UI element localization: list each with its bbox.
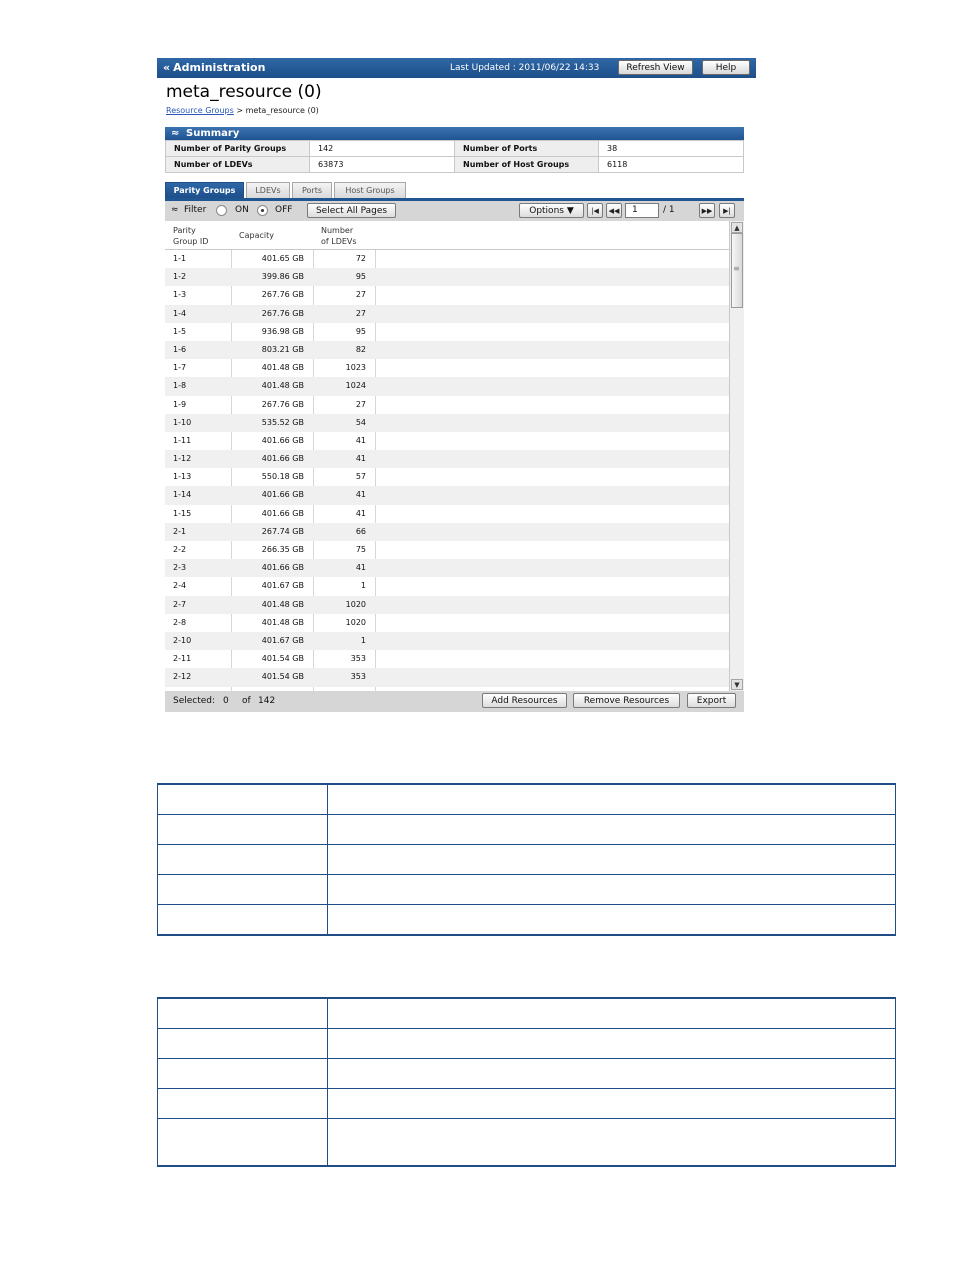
cell-number-of-ldevs: 41 [355, 454, 366, 464]
cell-parity-group-id: 2-1 [173, 526, 187, 536]
prev-page-icon[interactable]: ◀◀ [606, 203, 622, 218]
col-header-line2: of LDEVs [321, 237, 357, 246]
table-row[interactable] [165, 323, 729, 341]
cell-number-of-ldevs: 54 [355, 417, 366, 427]
cell-capacity: 266.35 GB [261, 545, 304, 554]
table-row[interactable] [165, 577, 729, 595]
table-row[interactable] [165, 450, 729, 468]
breadcrumb [166, 106, 319, 115]
cell-parity-group-id: 1-12 [173, 454, 192, 464]
cell-capacity: 401.48 GB [261, 381, 304, 391]
table-row[interactable] [165, 614, 729, 632]
scroll-down-icon[interactable]: ▼ [731, 679, 743, 690]
table-row[interactable] [165, 650, 729, 668]
cell-number-of-ldevs: 1 [360, 581, 366, 591]
summary-title: Summary [186, 128, 240, 139]
host-groups-label: Number of Host Groups [455, 157, 599, 173]
cell-parity-group-id: 2-12 [173, 672, 192, 682]
tab-ldevs[interactable]: LDEVs [246, 182, 290, 198]
cell-parity-group-id: 1-2 [173, 272, 187, 282]
table-row[interactable] [165, 432, 729, 450]
cell-capacity: 401.48 GB [261, 599, 304, 609]
cell-number-of-ldevs: 1023 [345, 363, 366, 373]
col-header-capacity[interactable]: Capacity [239, 231, 274, 240]
double-chevron-up-icon: ≈ [171, 128, 180, 139]
summary-table [165, 140, 744, 173]
cell-parity-group-id: 1-15 [173, 508, 192, 518]
cell-number-of-ldevs: 95 [355, 326, 366, 336]
grid-footer [165, 691, 744, 712]
cell-number-of-ldevs: 27 [355, 290, 366, 300]
table-cell [158, 1089, 328, 1119]
page-number-input[interactable]: 1 [625, 203, 659, 218]
scroll-thumb[interactable] [731, 233, 743, 308]
app-label: Administration [173, 61, 266, 74]
cell-capacity: 401.66 GB [261, 563, 304, 573]
tab-host-groups[interactable]: Host Groups [334, 182, 406, 198]
cell-parity-group-id: 1-4 [173, 308, 187, 318]
table-cell [158, 905, 328, 936]
table-row[interactable] [165, 359, 729, 377]
administration-link[interactable] [163, 61, 265, 74]
col-header-number-of-ldevs[interactable] [321, 225, 357, 247]
table-row[interactable] [165, 286, 729, 304]
selected-count: 0 [223, 696, 229, 706]
table-cell [328, 1089, 896, 1119]
add-resources-button[interactable]: Add Resources [482, 693, 567, 708]
table-cell [328, 845, 896, 875]
cell-number-of-ldevs: 353 [350, 654, 366, 664]
cell-number-of-ldevs: 27 [355, 399, 366, 409]
options-label: Options [529, 206, 564, 216]
table-cell [328, 784, 896, 815]
cell-parity-group-id: 1-11 [173, 435, 192, 445]
table-row[interactable] [165, 541, 729, 559]
table-row[interactable] [165, 377, 729, 395]
table-row[interactable] [165, 250, 729, 268]
grid-toolbar [165, 201, 744, 220]
ldevs-label: Number of LDEVs [166, 157, 310, 173]
cell-capacity: 401.66 GB [261, 490, 304, 500]
cell-capacity: 401.67 GB [261, 581, 304, 591]
cell-parity-group-id: 1-5 [173, 326, 187, 336]
cell-number-of-ldevs: 41 [355, 435, 366, 445]
table-row[interactable] [165, 341, 729, 359]
cell-capacity: 401.67 GB [261, 635, 304, 645]
scroll-up-icon[interactable]: ▲ [731, 222, 743, 233]
table-row[interactable] [165, 414, 729, 432]
table-cell [158, 784, 328, 815]
tab-ports[interactable]: Ports [292, 182, 332, 198]
table-cell [328, 1029, 896, 1059]
cell-capacity: 401.66 GB [261, 508, 304, 518]
top-bar [157, 58, 756, 78]
host-groups-value: 6118 [599, 157, 744, 173]
cell-capacity: 401.65 GB [261, 254, 304, 263]
cell-number-of-ldevs: 1020 [345, 599, 366, 609]
cell-parity-group-id: 1-1 [173, 254, 187, 263]
parity-groups-grid [165, 221, 744, 691]
table-cell [328, 905, 896, 936]
table-row[interactable] [165, 559, 729, 577]
cell-parity-group-id: 1-9 [173, 399, 187, 409]
table-cell [158, 845, 328, 875]
parity-groups-panel [165, 201, 744, 712]
cell-parity-group-id: 2-2 [173, 545, 187, 554]
blank-table-1 [157, 783, 896, 936]
page-title: meta_resource (0) [166, 82, 322, 102]
table-row[interactable] [165, 468, 729, 486]
cell-number-of-ldevs: 57 [355, 472, 366, 482]
cell-number-of-ldevs: 41 [355, 508, 366, 518]
table-cell [158, 815, 328, 845]
cell-parity-group-id: 1-7 [173, 363, 187, 373]
cell-capacity: 267.76 GB [261, 399, 304, 409]
triangle-down-icon: ▼ [566, 206, 574, 216]
cell-capacity: 550.18 GB [261, 472, 304, 482]
help-button[interactable]: Help [702, 60, 750, 75]
cell-number-of-ldevs: 1020 [345, 617, 366, 627]
cell-capacity: 535.52 GB [261, 417, 304, 427]
table-cell [158, 1029, 328, 1059]
table-cell [158, 1059, 328, 1089]
cell-capacity: 401.48 GB [261, 363, 304, 373]
cell-number-of-ldevs: 41 [355, 563, 366, 573]
ports-value: 38 [599, 141, 744, 157]
cell-number-of-ldevs: 1024 [345, 381, 366, 391]
cell-number-of-ldevs: 82 [355, 344, 366, 354]
cell-parity-group-id: 2-3 [173, 563, 187, 573]
of-label: of [242, 696, 251, 706]
filter-off-radio[interactable] [257, 205, 268, 216]
cell-parity-group-id: 2-10 [173, 635, 192, 645]
table-cell [158, 998, 328, 1029]
cell-parity-group-id: 2-11 [173, 654, 192, 664]
cell-parity-group-id: 1-3 [173, 290, 187, 300]
breadcrumb-separator: > [236, 106, 244, 115]
filter-off-label: OFF [275, 205, 293, 215]
export-button[interactable]: Export [687, 693, 736, 708]
first-page-icon[interactable]: |◀ [587, 203, 603, 218]
cell-capacity: 936.98 GB [261, 326, 304, 336]
table-cell [158, 875, 328, 905]
table-row[interactable] [165, 268, 729, 286]
table-row[interactable] [165, 396, 729, 414]
cell-parity-group-id: 1-10 [173, 417, 192, 427]
col-header-parity-group-id[interactable] [173, 225, 208, 247]
cell-capacity: 401.54 GB [261, 672, 304, 682]
ldevs-value: 63873 [310, 157, 455, 173]
cell-number-of-ldevs: 27 [355, 308, 366, 318]
cell-parity-group-id: 1-6 [173, 344, 187, 354]
table-cell [158, 1119, 328, 1167]
vertical-scrollbar[interactable] [729, 221, 744, 691]
cell-number-of-ldevs: 72 [355, 254, 366, 263]
parity-groups-value: 142 [310, 141, 455, 157]
cell-parity-group-id: 1-8 [173, 381, 187, 391]
parity-groups-label: Number of Parity Groups [166, 141, 310, 157]
summary-header[interactable] [165, 127, 744, 140]
table-cell [328, 875, 896, 905]
table-cell [328, 815, 896, 845]
last-updated-text: Last Updated : 2011/06/22 14:33 [450, 63, 600, 73]
col-header-line1: Number [321, 226, 354, 235]
cell-capacity: 401.66 GB [261, 454, 304, 464]
select-all-pages-button[interactable]: Select All Pages [307, 203, 396, 218]
tab-parity-groups[interactable]: Parity Groups [165, 182, 244, 198]
table-cell [328, 1119, 896, 1167]
cell-capacity: 401.66 GB [261, 435, 304, 445]
cell-parity-group-id: 1-13 [173, 472, 192, 482]
cell-capacity: 803.21 GB [261, 344, 304, 354]
grid-rows [165, 250, 729, 687]
cell-capacity: 401.54 GB [261, 654, 304, 664]
ports-label: Number of Ports [455, 141, 599, 157]
col-header-line1: Parity [173, 226, 196, 235]
cell-capacity: 399.86 GB [261, 272, 304, 282]
options-button[interactable] [519, 203, 584, 218]
table-row[interactable] [165, 596, 729, 614]
next-page-icon[interactable]: ▶▶ [699, 203, 715, 218]
cell-number-of-ldevs: 41 [355, 490, 366, 500]
table-row[interactable] [165, 668, 729, 686]
cell-number-of-ldevs: 95 [355, 272, 366, 282]
cell-capacity: 267.76 GB [261, 290, 304, 300]
selected-label: Selected: [173, 696, 216, 706]
page-total: / 1 [663, 205, 675, 215]
cell-parity-group-id: 1-14 [173, 490, 192, 500]
cell-parity-group-id: 2-8 [173, 617, 187, 627]
last-page-icon[interactable]: ▶| [719, 203, 735, 218]
breadcrumb-current: meta_resource (0) [245, 106, 319, 115]
table-row[interactable] [165, 523, 729, 541]
double-chevron-up-icon[interactable]: ≈ [171, 205, 179, 215]
table-cell [328, 1059, 896, 1089]
cell-parity-group-id: 2-7 [173, 599, 187, 609]
filter-on-radio[interactable] [216, 205, 227, 216]
grid-header [165, 221, 729, 250]
double-chevron-left-icon: « [163, 61, 171, 74]
total-count: 142 [258, 696, 276, 706]
table-row[interactable] [165, 486, 729, 504]
cell-parity-group-id: 2-4 [173, 581, 187, 591]
table-row[interactable] [165, 505, 729, 523]
blank-table-2 [157, 997, 896, 1167]
cell-capacity: 267.74 GB [261, 526, 304, 536]
filter-on-label: ON [235, 205, 249, 215]
filter-label: Filter [184, 205, 207, 215]
cell-number-of-ldevs: 1 [360, 635, 366, 645]
cell-capacity: 267.76 GB [261, 308, 304, 318]
cell-number-of-ldevs: 75 [355, 545, 366, 554]
remove-resources-button[interactable]: Remove Resources [573, 693, 680, 708]
table-cell [328, 998, 896, 1029]
cell-number-of-ldevs: 353 [350, 672, 366, 682]
table-row[interactable] [165, 305, 729, 323]
breadcrumb-resource-groups-link[interactable]: Resource Groups [166, 106, 234, 115]
table-row[interactable] [165, 632, 729, 650]
cell-capacity: 401.48 GB [261, 617, 304, 627]
col-header-line2: Group ID [173, 237, 209, 246]
cell-number-of-ldevs: 66 [355, 526, 366, 536]
refresh-view-button[interactable]: Refresh View [618, 60, 693, 75]
